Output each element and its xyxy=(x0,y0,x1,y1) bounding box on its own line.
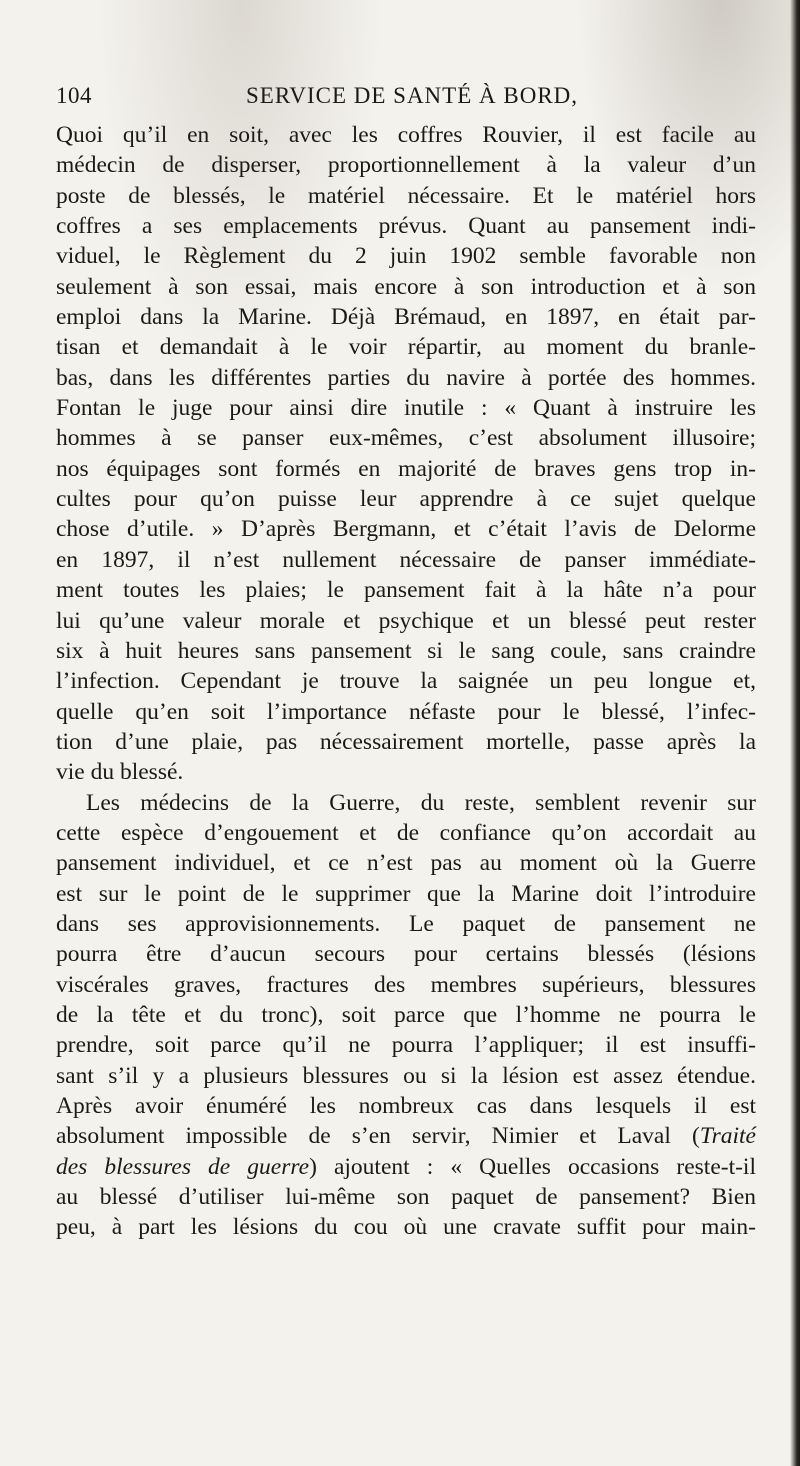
text-line: coffres a ses emplacements prévus. Quant au pansement indi- xyxy=(56,213,756,240)
text-line: hommes à se panser eux-mêmes, c’est absolument illusoire; xyxy=(56,425,756,452)
text-line: quelle qu’en soit l’importance néfaste pour le blessé, l’infec- xyxy=(56,698,756,725)
italic-fragment: Traité xyxy=(699,1123,756,1150)
text-line: médecin de disperser, proportionnellement à la valeur d’un xyxy=(56,152,756,179)
text-line: cette espèce d’engouement et de confiance qu’on accordait au xyxy=(56,819,756,846)
text-line: prendre, soit parce qu’il ne pourra l’appliquer; il est insuffi- xyxy=(56,1032,756,1059)
text-line: dans ses approvisionnements. Le paquet de pansement ne xyxy=(56,910,756,937)
text-fragment: absolument impossible de s’en servir, Nimier et Laval ( xyxy=(56,1123,700,1150)
text-line: chose d’utile. » D’après Bergmann, et c’était l’avis de Delorme xyxy=(56,516,756,543)
text-line: viduel, le Règlement du 2 juin 1902 semble favorable non xyxy=(56,243,756,270)
text-line: Après avoir énuméré les nombreux cas dans lesquels il est xyxy=(56,1093,756,1119)
text-line: Quoi qu’il en soit, avec les coffres Rouvier, il est facile au xyxy=(56,122,756,148)
text-line: de la tête et du tronc), soit parce que l’homme ne pourra le xyxy=(56,1001,756,1028)
text-line: tisan et demandait à le voir répartir, au moment du branle- xyxy=(56,334,756,361)
text-fragment: ) ajoutent : « Quelles occasions reste-t-il xyxy=(309,1153,756,1180)
text-line: est sur le point de le supprimer que la Marine doit l’introduire xyxy=(56,880,756,907)
italic-fragment: des blessures de guerre xyxy=(56,1153,310,1180)
body-text xyxy=(56,120,756,1243)
text-line: en 1897, il n’est nullement nécessaire de panser immédiate- xyxy=(56,546,756,573)
text-line-with-italic xyxy=(56,1121,756,1151)
text-line: au blessé d’utiliser lui-même son paquet de pansement? Bien xyxy=(56,1184,756,1211)
text-line: ment toutes les plaies; le pansement fait à la hâte n’a pour xyxy=(56,577,756,604)
text-line: tion d’une plaie, pas nécessairement mortelle, passe après la xyxy=(56,728,756,755)
text-line: viscérales graves, fractures des membres supérieurs, blessures xyxy=(56,971,756,998)
text-line: peu, à part les lésions du cou où une cravate suffit pour main- xyxy=(56,1214,756,1241)
text-line: bas, dans les différentes parties du navire à portée des hommes. xyxy=(56,364,756,391)
page-number: 104 xyxy=(56,83,92,108)
text-line: cultes pour qu’on puisse leur apprendre à ce sujet quelque xyxy=(56,486,756,513)
text-line: sant s’il y a plusieurs blessures ou si la lésion est assez étendue. xyxy=(56,1062,756,1089)
text-line: vie du blessé. xyxy=(56,759,184,786)
text-line: pansement individuel, et ce n’est pas au moment où la Guerre xyxy=(56,850,756,877)
page-header xyxy=(56,83,756,119)
text-line: l’infection. Cependant je trouve la saignée un peu longue et, xyxy=(56,668,756,695)
text-line: Fontan le juge pour ainsi dire inutile : « Quant à instruire les xyxy=(56,395,756,422)
text-line: poste de blessés, le matériel nécessaire. Et le matériel hors xyxy=(56,182,756,209)
running-title: SERVICE DE SANTÉ À BORD, xyxy=(246,83,579,108)
text-line: nos équipages sont formés en majorité de braves gens trop in- xyxy=(56,455,756,482)
text-line-with-italic xyxy=(56,1152,756,1182)
text-line: six à huit heures sans pansement si le sang coule, sans craindre xyxy=(56,637,756,664)
text-line: emploi dans la Marine. Déjà Brémaud, en 1897, en était par- xyxy=(56,304,756,331)
text-line: lui qu’une valeur morale et psychique et un blessé peut rester xyxy=(56,607,756,634)
text-line: seulement à son essai, mais encore à son introduction et à son xyxy=(56,273,756,300)
text-line: pourra être d’aucun secours pour certains blessés (lésions xyxy=(56,941,756,968)
text-line: Les médecins de la Guerre, du reste, semblent revenir sur xyxy=(86,789,756,816)
page-edge-shadow xyxy=(790,0,800,1466)
